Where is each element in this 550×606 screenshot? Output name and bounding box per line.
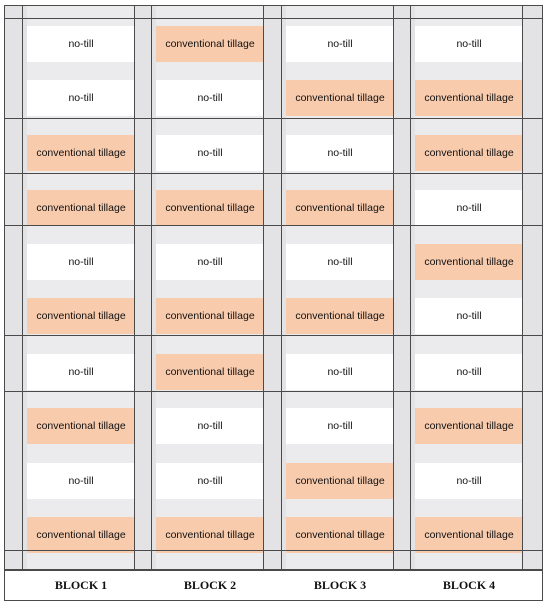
horizontal-grid-line bbox=[5, 173, 542, 174]
plot-cell-r8-b4: conventional tillage bbox=[415, 408, 523, 444]
vertical-grid-line bbox=[281, 6, 282, 600]
plot-cell-r1-b3: no-till bbox=[286, 26, 394, 62]
plot-cell-r10-b3: conventional tillage bbox=[286, 517, 394, 553]
plot-cell-r3-b2: no-till bbox=[156, 135, 264, 171]
plot-cell-r9-b3: conventional tillage bbox=[286, 463, 394, 499]
plot-cell-r6-b1: conventional tillage bbox=[27, 298, 135, 334]
vertical-grid-line bbox=[522, 6, 523, 600]
plot-cell-r8-b2: no-till bbox=[156, 408, 264, 444]
vertical-grid-line bbox=[410, 6, 411, 600]
plot-cell-r7-b1: no-till bbox=[27, 354, 135, 390]
plot-cell-r5-b3: no-till bbox=[286, 244, 394, 280]
plot-cell-r6-b2: conventional tillage bbox=[156, 298, 264, 334]
plot-cell-r7-b3: no-till bbox=[286, 354, 394, 390]
horizontal-grid-line bbox=[5, 550, 542, 551]
block-label-3: BLOCK 3 bbox=[313, 578, 367, 592]
vertical-grid-line bbox=[134, 6, 135, 600]
plot-cell-r8-b1: conventional tillage bbox=[27, 408, 135, 444]
plot-cell-r5-b1: no-till bbox=[27, 244, 135, 280]
plot-cell-r2-b3: conventional tillage bbox=[286, 80, 394, 116]
block-label-4: BLOCK 4 bbox=[442, 578, 496, 592]
block-label-row bbox=[5, 570, 542, 600]
plot-cell-r6-b4: no-till bbox=[415, 298, 523, 334]
plot-cell-r2-b1: no-till bbox=[27, 80, 135, 116]
horizontal-grid-line bbox=[5, 391, 542, 392]
plot-cell-r4-b1: conventional tillage bbox=[27, 190, 135, 226]
plot-cell-r3-b1: conventional tillage bbox=[27, 135, 135, 171]
plot-cell-r7-b2: conventional tillage bbox=[156, 354, 264, 390]
vertical-grid-line bbox=[263, 6, 264, 600]
plot-cell-r9-b4: no-till bbox=[415, 463, 523, 499]
plot-cell-r10-b2: conventional tillage bbox=[156, 517, 264, 553]
plot-cell-r3-b3: no-till bbox=[286, 135, 394, 171]
horizontal-grid-line bbox=[5, 335, 542, 336]
plot-cell-r4-b2: conventional tillage bbox=[156, 190, 264, 226]
block-label-1: BLOCK 1 bbox=[54, 578, 108, 592]
field-plot-layout bbox=[4, 5, 543, 601]
plot-cell-r3-b4: conventional tillage bbox=[415, 135, 523, 171]
horizontal-grid-line bbox=[5, 225, 542, 226]
plot-cell-r2-b4: conventional tillage bbox=[415, 80, 523, 116]
horizontal-grid-line bbox=[5, 118, 542, 119]
vertical-grid-line bbox=[151, 6, 152, 600]
vertical-grid-line bbox=[22, 6, 23, 600]
plot-cell-r4-b4: no-till bbox=[415, 190, 523, 226]
plot-cell-r1-b1: no-till bbox=[27, 26, 135, 62]
plot-cell-r1-b4: no-till bbox=[415, 26, 523, 62]
plot-cell-r5-b4: conventional tillage bbox=[415, 244, 523, 280]
plot-cell-r8-b3: no-till bbox=[286, 408, 394, 444]
plot-cell-r5-b2: no-till bbox=[156, 244, 264, 280]
plot-cell-r9-b2: no-till bbox=[156, 463, 264, 499]
plot-cell-r6-b3: conventional tillage bbox=[286, 298, 394, 334]
plot-cell-r9-b1: no-till bbox=[27, 463, 135, 499]
plot-cell-r1-b2: conventional tillage bbox=[156, 26, 264, 62]
plot-cell-r10-b4: conventional tillage bbox=[415, 517, 523, 553]
plot-cell-r4-b3: conventional tillage bbox=[286, 190, 394, 226]
plot-cell-r2-b2: no-till bbox=[156, 80, 264, 116]
plot-cell-r7-b4: no-till bbox=[415, 354, 523, 390]
block-label-2: BLOCK 2 bbox=[183, 578, 237, 592]
vertical-grid-line bbox=[393, 6, 394, 600]
plot-cell-r10-b1: conventional tillage bbox=[27, 517, 135, 553]
horizontal-grid-line bbox=[5, 18, 542, 19]
